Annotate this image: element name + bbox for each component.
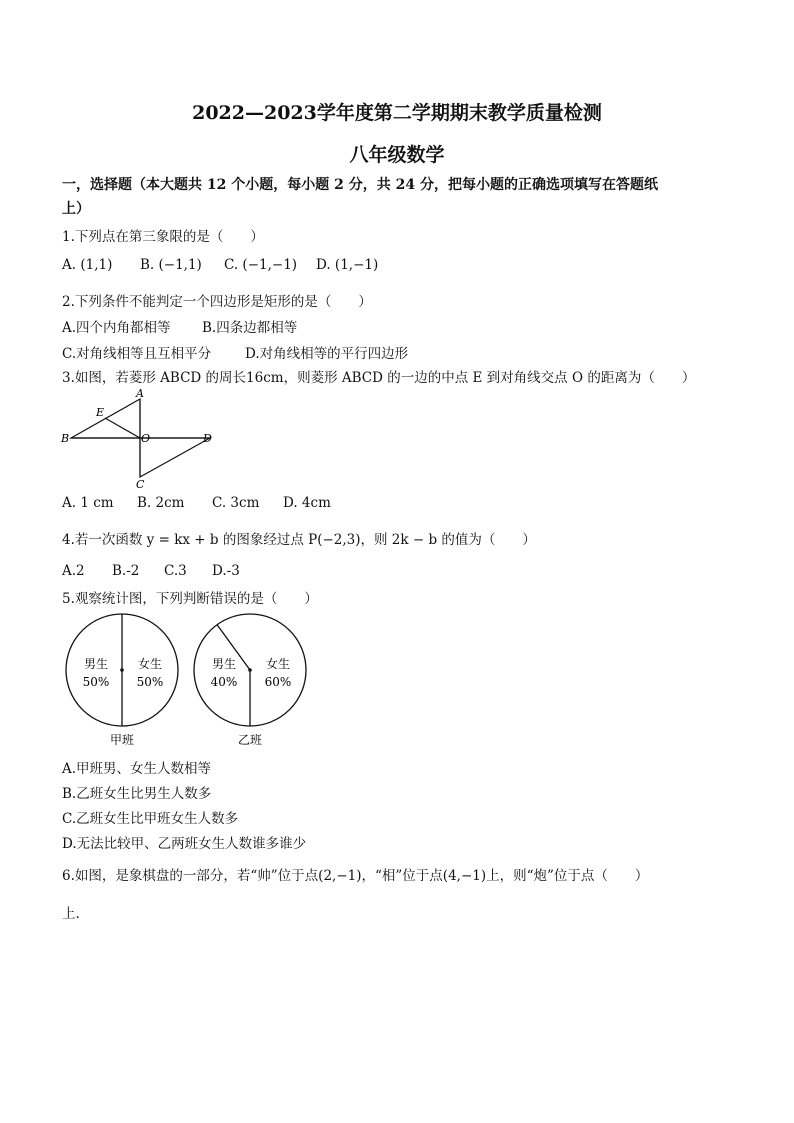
q4-option-a: A.2 (62, 563, 85, 579)
q5-option-d: D.无法比较甲、乙两班女生人数谁多谁少 (62, 836, 307, 852)
q3-option-c: C. 3cm (212, 495, 260, 511)
section-heading-cont: 上） (62, 201, 90, 217)
q2-option-a: A.四个内角都相等 (62, 320, 171, 336)
pie-chart-class-yi (194, 614, 306, 747)
q3-option-b: B. 2cm (137, 495, 185, 511)
q3-stem: 3.如图，若菱形 ABCD 的周长16cm，则菱形 ABCD 的一边的中点 E 到对角线交点 O 的距离为（ ） (62, 370, 696, 386)
q2-stem: 2.下列条件不能判定一个四边形是矩形的是（ ） (62, 294, 372, 310)
q5-stem: 5.观察统计图，下列判断错误的是（ ） (62, 591, 318, 607)
q1-option-c: C. (−1,−1) (224, 257, 298, 273)
q1-stem: 1.下列点在第三象限的是（ ） (62, 229, 264, 245)
q3-option-a: A. 1 cm (62, 495, 114, 511)
pie-slice-name: 男生 (83, 657, 109, 671)
q1-option-d: D. (1,−1) (316, 257, 379, 273)
q5-option-c: C.乙班女生比甲班女生人数多 (62, 811, 239, 827)
segment-eo (105, 418, 140, 438)
q5-option-b: B.乙班女生比男生人数多 (62, 786, 212, 802)
pie-slice-percent: 50% (82, 675, 110, 689)
q4-option-b: B.-2 (112, 563, 140, 579)
pie-slice-percent: 50% (136, 675, 164, 689)
q2-option-c: C.对角线相等且互相平分 (62, 346, 212, 362)
q4-option-c: C.3 (164, 563, 187, 579)
q4-stem: 4.若一次函数 y = kx + b 的图象经过点 P(−2,3)，则 2k − b 的值为（ ） (62, 532, 536, 548)
q1-option-b: B. (−1,1) (140, 257, 202, 273)
label-e: E (96, 406, 105, 419)
q6-stem-end: 上. (62, 906, 80, 922)
exam-subtitle: 八年级数学 (349, 144, 445, 166)
label-b: B (61, 432, 70, 445)
pie-slice-name: 男生 (211, 657, 237, 671)
exam-title: 2022—2023学年度第二学期期末教学质量检测 (192, 102, 602, 124)
q5-option-a: A.甲班男、女生人数相等 (62, 761, 212, 777)
label-a: A (136, 387, 144, 400)
pie-center (120, 668, 124, 672)
pie-slice-name: 女生 (137, 657, 163, 671)
pie-slice-percent: 40% (210, 675, 238, 689)
pie-slice-percent: 60% (264, 675, 292, 689)
q3-option-d: D. 4cm (283, 495, 331, 511)
pie-title: 乙班 (237, 733, 263, 747)
label-o: O (141, 432, 151, 445)
pie-slice-name: 女生 (265, 657, 291, 671)
section-heading: 一，选择题（本大题共 12 个小题，每小题 2 分，共 24 分，把每小题的正确选项填写在答题纸 (62, 177, 658, 193)
label-c: C (136, 478, 145, 490)
label-d: D (203, 432, 212, 445)
q2-option-b: B.四条边都相等 (202, 320, 298, 336)
pie-title: 甲班 (109, 733, 135, 747)
pie-chart-class-jia (66, 614, 178, 747)
q2-option-d: D.对角线相等的平行四边形 (245, 346, 409, 362)
pie-center (248, 668, 252, 672)
pie-charts (60, 610, 320, 752)
q1-option-a: A. (1,1) (62, 257, 113, 273)
q6-stem: 6.如图，是象棋盘的一部分，若“帅”位于点(2,−1)，“相”位于点(4,−1)上，则“炮”位于点（ ） (62, 868, 649, 884)
q4-option-d: D.-3 (212, 563, 240, 579)
rhombus-figure (58, 386, 228, 490)
